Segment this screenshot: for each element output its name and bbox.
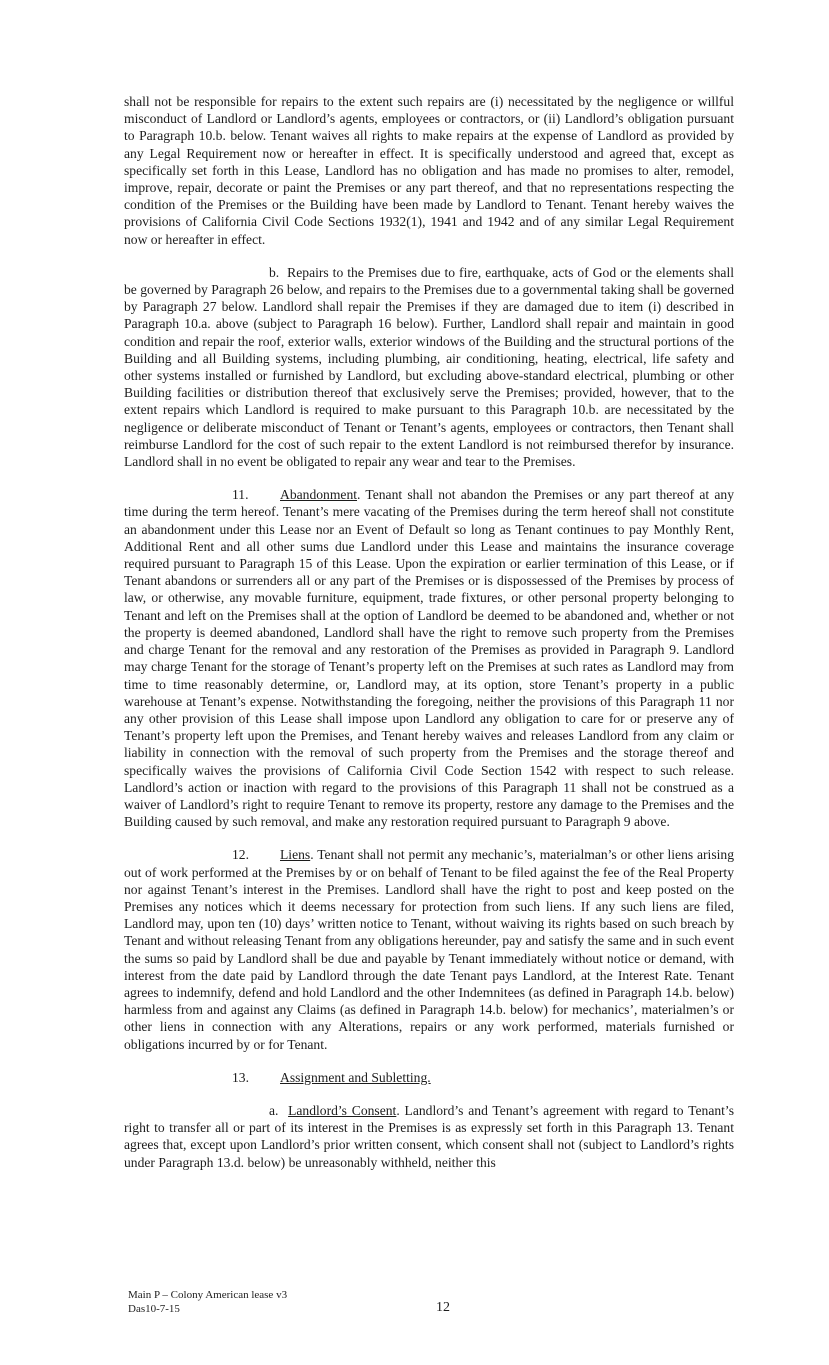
- paragraph-number: 11.: [232, 487, 249, 503]
- paragraph-label: a.: [269, 1102, 279, 1118]
- paragraph-title: Liens: [280, 847, 311, 863]
- paragraph-number: 12.: [232, 847, 249, 863]
- paragraph-text: . Landlord’s and Tenant’s agreement with regard to Tenant’s right to transfer all or part of its interest in the Premises is as expressly set forth in this Paragraph 13. Tenant agrees that, except upon Landlord’s prior written consent, which consent shall not (subject to Landlord’s rights under Paragraph 13.d. below) be unreasonably withheld, neither this: [124, 1102, 734, 1170]
- page-number: 12: [436, 1300, 450, 1315]
- paragraph-label: b.: [269, 264, 280, 280]
- paragraph-12: [124, 846, 734, 1052]
- document-footer: [128, 1288, 287, 1316]
- paragraph-number: 13.: [232, 1069, 249, 1085]
- footer-document-id: Main P – Colony American lease v3: [128, 1289, 288, 1301]
- lease-body: [124, 93, 734, 1187]
- paragraph-text: . Tenant shall not abandon the Premises or any part thereof at any time during the term hereof. Tenant’s mere vacating of the Premises during the term hereof shall not constitute an abandonment under this Lease nor an Event of Default so long as Tenant continues to pay Monthly Rent, Additional Rent and all other sums due Landlord under this Lease and maintains the insurance coverage required pursuant to Paragraph 15 of this Lease. Upon the expiration or earlier termination of this Lease, or if Tenant abandons or surrenders all or any part of the Premises or is dispossessed of the Premises by process of law, or otherwise, any movable furniture, equipment, trade fixtures, or other personal property belonging to Tenant and left on the Premises shall at the option of Landlord be deemed to be abandoned and, whether or not the property is deemed abandoned, Landlord shall have the right to remove such property from the Premises and charge Tenant for the removal and any restoration of the Premises as provided in Paragraph 9. Landlord may charge Tenant for the storage of Tenant’s property left on the Premises at such rates as Landlord may from time to time reasonably determine, or, Landlord may, at its option, store Tenant’s property in a public warehouse at Tenant’s expense. Notwithstanding the foregoing, neither the provisions of this Paragraph 11 nor any other provision of this Lease shall impose upon Landlord any obligation to care for or preserve any of Tenant’s property left upon the Premises, and Tenant hereby waives and releases Landlord from any claim or liability in connection with the removal of such property from the Premises and the storage thereof and specifically waives the provisions of California Civil Code Section 1542 with respect to such release. Landlord’s action or inaction with regard to the provisions of this Paragraph 11 shall not be construed as a waiver of Landlord’s right to require Tenant to remove its property, restore any damage to the Premises and the Building caused by such removal, and make any restoration required pursuant to Paragraph 9 above.: [124, 487, 734, 830]
- paragraph-13a: [124, 1102, 734, 1171]
- paragraph-title: Landlord’s Consent: [288, 1102, 397, 1118]
- paragraph-13-heading: [124, 1069, 734, 1086]
- paragraph-title: Abandonment: [280, 487, 358, 503]
- paragraph-11: [124, 486, 734, 830]
- paragraph-10b: [124, 264, 734, 470]
- paragraph-title: Assignment and Subletting.: [280, 1069, 431, 1085]
- paragraph-text: shall not be responsible for repairs to the extent such repairs are (i) necessitated by the negligence or willful misconduct of Landlord or Landlord’s agents, employees or contractors, or (ii) Landlord’s obligation pursuant to Paragraph 10.b. below. Tenant waives all rights to make repairs at the expense of Landlord as provided by any Legal Requirement now or hereafter in effect. It is specifically understood and agreed that, except as specifically set forth in this Lease, Landlord has no obligation and has made no promises to alter, remodel, improve, repair, decorate or paint the Premises or any part thereof, and that no representations respecting the condition of the Premises or the Building have been made by Landlord to Tenant. Tenant hereby waives the provisions of California Civil Code Sections 1932(1), 1941 and 1942 and of any similar Legal Requirement now or hereafter in effect.: [124, 94, 734, 247]
- footer-draft-code: Das10-7-15: [128, 1303, 180, 1315]
- paragraph-10a-continuation: [124, 93, 734, 248]
- paragraph-text: . Tenant shall not permit any mechanic’s, materialman’s or other liens arising out of work performed at the Premises by or on behalf of Tenant to be filed against the fee of the Real Property nor against Tenant’s interest in the Premises. Landlord shall have the right to post and keep posted on the Premises any notices which it deems necessary for protection from such liens. If any such liens are filed, Landlord may, upon ten (10) days’ written notice to Tenant, without waiving its rights based on such breach by Tenant and without releasing Tenant from any obligations hereunder, pay and satisfy the same and in such event the sums so paid by Landlord shall be due and payable by Tenant immediately without notice or demand, with interest from the date paid by Landlord through the date Tenant pays Landlord, at the Interest Rate. Tenant agrees to indemnify, defend and hold Landlord and the other Indemnitees (as defined in Paragraph 14.b. below) harmless from and against any Claims (as defined in Paragraph 14.b. below) for mechanics’, materialmen’s or other liens in connection with any Alterations, repairs or any work performed, materials furnished or obligations incurred by or for Tenant.: [124, 847, 734, 1052]
- paragraph-text: Repairs to the Premises due to fire, earthquake, acts of God or the elements shall be governed by Paragraph 26 below, and repairs to the Premises due to a governmental taking shall be governed by Paragraph 27 below. Landlord shall repair the Premises if they are damaged due to item (i) described in Paragraph 10.a. above (subject to Paragraph 16 below). Further, Landlord shall repair and maintain in good condition and repair the roof, exterior walls, exterior windows of the Building and the structural portions of the Building and all Building systems, including plumbing, air conditioning, heating, electrical, life safety and other systems installed or furnished by Landlord, but excluding above-standard electrical, plumbing or other Building facilities or distribution thereof that exclusively serve the Premises; provided, however, that to the extent repairs which Landlord is required to make pursuant to this Paragraph 10.b. are necessitated by the negligence or deliberate misconduct of Tenant or Tenant’s agents, employees or contractors, then Tenant shall reimburse Landlord for the cost of such repair to the extent Landlord is not reimbursed therefor by insurance. Landlord shall in no event be obligated to repair any wear and tear to the Premises.: [124, 264, 734, 470]
